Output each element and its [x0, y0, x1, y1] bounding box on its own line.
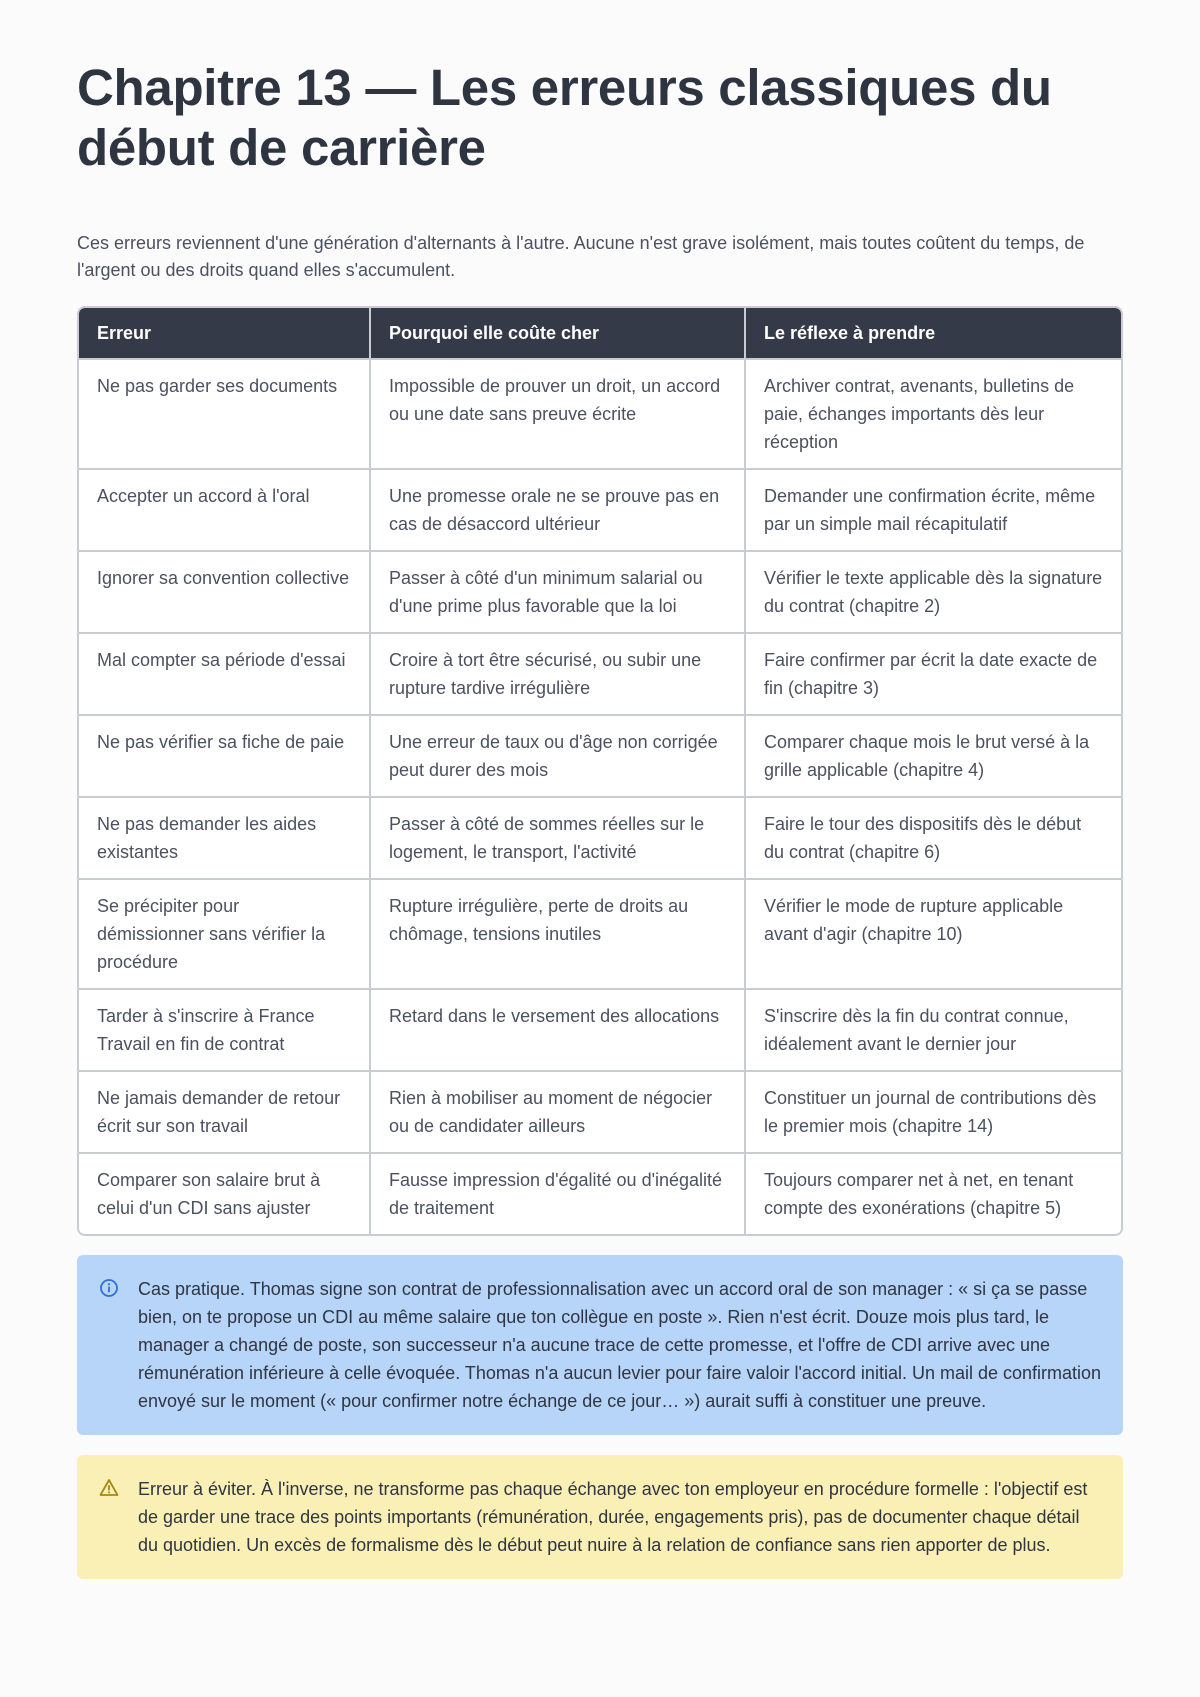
- cell-erreur: Accepter un accord à l'oral: [79, 468, 371, 550]
- cell-reflexe: Archiver contrat, avenants, bulletins de paie, échanges importants dès leur réception: [746, 358, 1121, 468]
- warning-icon: [98, 1477, 120, 1499]
- table-row: [79, 550, 1121, 632]
- warning-callout: [77, 1455, 1123, 1579]
- cell-reflexe: Toujours comparer net à net, en tenant compte des exonérations (chapitre 5): [746, 1152, 1121, 1234]
- cell-pourquoi: Passer à côté d'un minimum salarial ou d'une prime plus favorable que la loi: [371, 550, 746, 632]
- cell-reflexe: Faire le tour des dispositifs dès le début du contrat (chapitre 6): [746, 796, 1121, 878]
- page-title: Chapitre 13 — Les erreurs classiques du début de carrière: [77, 59, 1052, 176]
- cell-erreur: Ne pas garder ses documents: [79, 358, 371, 468]
- cell-erreur: Ne pas vérifier sa fiche de paie: [79, 714, 371, 796]
- table-row: [79, 714, 1121, 796]
- cell-erreur: Mal compter sa période d'essai: [79, 632, 371, 714]
- cell-reflexe: Demander une confirmation écrite, même par un simple mail récapitulatif: [746, 468, 1121, 550]
- cell-reflexe: S'inscrire dès la fin du contrat connue, idéalement avant le dernier jour: [746, 988, 1121, 1070]
- info-icon: [98, 1277, 120, 1299]
- table-row: [79, 632, 1121, 714]
- cell-reflexe: Comparer chaque mois le brut versé à la grille applicable (chapitre 4): [746, 714, 1121, 796]
- header-pourquoi: Pourquoi elle coûte cher: [371, 308, 746, 358]
- cell-pourquoi: Une erreur de taux ou d'âge non corrigée peut durer des mois: [371, 714, 746, 796]
- info-callout: [77, 1255, 1123, 1435]
- cell-pourquoi: Une promesse orale ne se prouve pas en cas de désaccord ultérieur: [371, 468, 746, 550]
- table-header-row: [79, 308, 1121, 358]
- cell-pourquoi: Passer à côté de sommes réelles sur le logement, le transport, l'activité: [371, 796, 746, 878]
- header-reflexe: Le réflexe à prendre: [746, 308, 1121, 358]
- warning-callout-text: Erreur à éviter. À l'inverse, ne transforme pas chaque échange avec ton employeur en procédure formelle : l'objectif est de garder une trace des points importants (rémunération, durée, engagements pris), pas de documenter chaque détail du quotidien. Un excès de formalisme dès le début peut nuire à la relation de confiance sans rien apporter de plus.: [138, 1479, 1088, 1555]
- cell-pourquoi: Croire à tort être sécurisé, ou subir une rupture tardive irrégulière: [371, 632, 746, 714]
- table-row: [79, 988, 1121, 1070]
- cell-reflexe: Vérifier le mode de rupture applicable avant d'agir (chapitre 10): [746, 878, 1121, 988]
- table-row: [79, 468, 1121, 550]
- header-erreur: Erreur: [79, 308, 371, 358]
- table-row: [79, 1152, 1121, 1234]
- cell-pourquoi: Fausse impression d'égalité ou d'inégalité de traitement: [371, 1152, 746, 1234]
- cell-reflexe: Faire confirmer par écrit la date exacte de fin (chapitre 3): [746, 632, 1121, 714]
- cell-pourquoi: Rupture irrégulière, perte de droits au chômage, tensions inutiles: [371, 878, 746, 988]
- table-row: [79, 1070, 1121, 1152]
- cell-erreur: Ignorer sa convention collective: [79, 550, 371, 632]
- cell-erreur: Tarder à s'inscrire à France Travail en fin de contrat: [79, 988, 371, 1070]
- cell-erreur: Ne jamais demander de retour écrit sur son travail: [79, 1070, 371, 1152]
- cell-erreur: Ne pas demander les aides existantes: [79, 796, 371, 878]
- table-row: [79, 878, 1121, 988]
- intro-paragraph: Ces erreurs reviennent d'une génération d'alternants à l'autre. Aucune n'est grave isolément, mais toutes coûtent du temps, de l'argent ou des droits quand elles s'accumulent.: [77, 233, 1085, 280]
- cell-reflexe: Vérifier le texte applicable dès la signature du contrat (chapitre 2): [746, 550, 1121, 632]
- cell-pourquoi: Retard dans le versement des allocations: [371, 988, 746, 1070]
- cell-pourquoi: Rien à mobiliser au moment de négocier ou de candidater ailleurs: [371, 1070, 746, 1152]
- cell-pourquoi: Impossible de prouver un droit, un accord ou une date sans preuve écrite: [371, 358, 746, 468]
- cell-reflexe: Constituer un journal de contributions dès le premier mois (chapitre 14): [746, 1070, 1121, 1152]
- cell-erreur: Se précipiter pour démissionner sans vérifier la procédure: [79, 878, 371, 988]
- table-row: [79, 358, 1121, 468]
- errors-table: [77, 306, 1123, 1236]
- table-row: [79, 796, 1121, 878]
- info-callout-text: Cas pratique. Thomas signe son contrat de professionnalisation avec un accord oral de son manager : « si ça se passe bien, on te propose un CDI au même salaire que ton collègue en poste ». Rien n'est écrit. Douze mois plus tard, le manager a changé de poste, son successeur n'a aucune trace de cette promesse, et l'offre de CDI arrive avec une rémunération inférieure à celle évoquée. Thomas n'a aucun levier pour faire valoir l'accord initial. Un mail de confirmation envoyé sur le moment (« pour confirmer notre échange de ce jour… ») aurait suffi à constituer une preuve.: [138, 1279, 1102, 1411]
- cell-erreur: Comparer son salaire brut à celui d'un CDI sans ajuster: [79, 1152, 371, 1234]
